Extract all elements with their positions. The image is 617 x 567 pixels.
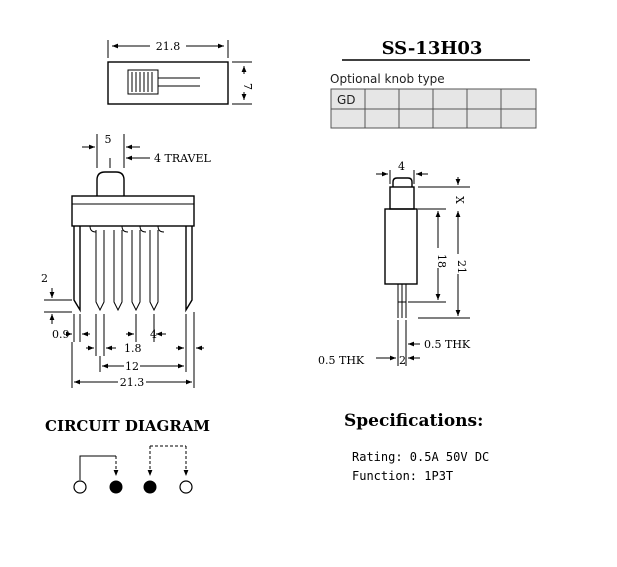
terminal-2 — [110, 481, 122, 493]
dim-2-front: 2 — [41, 272, 48, 285]
circuit-title: CIRCUIT DIAGRAM — [45, 417, 211, 435]
front-knob — [97, 172, 124, 196]
dim-5: 5 — [104, 133, 112, 146]
side-view — [318, 160, 471, 367]
specs-title: Specifications: — [344, 411, 484, 431]
terminal-1 — [74, 481, 86, 493]
knob-type-cell-gd: GD — [337, 93, 356, 107]
title-block — [330, 38, 536, 128]
front-pin-4 — [150, 230, 158, 310]
side-dim-18: 18 — [435, 254, 448, 268]
front-body — [72, 196, 194, 226]
side-body — [385, 209, 417, 284]
specifications — [344, 411, 489, 483]
side-dim-x: X — [453, 196, 466, 204]
side-dim-21: 21 — [455, 260, 468, 274]
dim-12: 12 — [125, 360, 139, 373]
top-view — [108, 40, 254, 104]
top-width-dim: 21.8 — [155, 40, 181, 53]
dim-21-3: 21.3 — [119, 376, 145, 389]
common-wire — [80, 456, 116, 480]
knob-type-table — [331, 89, 536, 128]
side-knob — [393, 178, 412, 187]
terminal-4 — [180, 481, 192, 493]
front-right-mount-leg — [186, 226, 192, 310]
dim-4-pitch: 4 — [150, 328, 157, 341]
side-dim-2: 2 — [399, 354, 406, 367]
circuit-diagram — [45, 417, 210, 493]
side-dim-4: 4 — [398, 160, 405, 173]
dim-0-9: 0.9 — [52, 328, 70, 341]
specs-function: Function: 1P3T — [352, 469, 454, 483]
front-view — [41, 133, 211, 389]
dim-1-8: 1.8 — [124, 342, 142, 355]
side-thk-right: 0.5 THK — [424, 338, 471, 351]
side-thk-left: 0.5 THK — [318, 354, 365, 367]
front-pin-2 — [114, 230, 122, 310]
front-pin-3 — [132, 230, 140, 310]
front-left-mount-leg — [74, 226, 80, 310]
top-view-body — [108, 62, 228, 104]
specs-rating: Rating: 0.5A 50V DC — [352, 450, 490, 464]
terminal-3 — [144, 481, 156, 493]
travel-label: 4 TRAVEL — [154, 152, 211, 165]
front-pin-1 — [96, 230, 104, 310]
top-height-dim: 7 — [241, 83, 254, 90]
knob-type-label: Optional knob type — [330, 72, 445, 86]
part-number: SS-13H03 — [381, 38, 483, 59]
